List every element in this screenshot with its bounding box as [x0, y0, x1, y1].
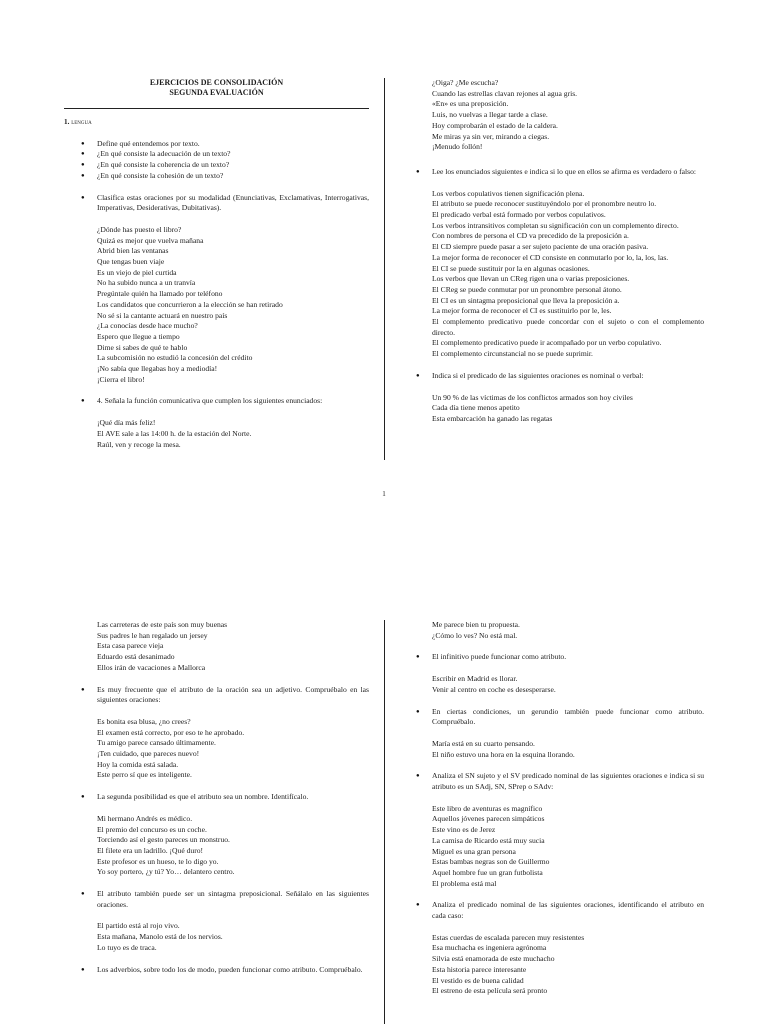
list-item: Los verbos que llevan un CReg rigen una o varias preposiciones.: [432, 274, 630, 284]
list-item: ¡Cierra el libro!: [97, 374, 145, 384]
list-item: El AVE sale a las 14:00 h. de la estación del Norte.: [97, 428, 252, 438]
list-item: Me miras ya sin ver, mirando a ciegas.: [432, 131, 550, 141]
list-item: La subcomisión no estudió la concesión del crédito: [97, 353, 253, 363]
list-item: Esa muchacha es ingeniera agrónoma: [432, 943, 547, 953]
column-divider: [384, 620, 385, 1024]
list-item: «En» es una preposición.: [432, 99, 509, 109]
list-item: Eduardo está desanimado: [97, 652, 175, 662]
list-item: ● ¿En qué consiste la coherencia de un texto?: [81, 160, 369, 171]
list-item: ● ¿En qué consiste la cohesión de un texto?: [81, 171, 369, 182]
list-item: Venir al centro en coche es desesperarse.: [432, 684, 556, 694]
list-item: Raúl, ven y recoge la mesa.: [97, 439, 181, 449]
list-item: La mejor forma de reconocer el CI es sustituirlo por le, les.: [432, 306, 612, 316]
list-item: Estas cuerdas de escalada parecen muy resistentes: [432, 932, 585, 942]
list-item: Este perro sí que es inteligente.: [97, 770, 192, 780]
page1-left-column: [64, 0, 369, 450]
page2-left-column: [81, 620, 369, 975]
list-item: ¡Menudo follón!: [432, 142, 483, 152]
list-item: Es un viejo de piel curtida: [97, 267, 177, 277]
list-item: Las carreteras de este país son muy buenas: [97, 620, 228, 629]
list-item: Esta historia parece interesante: [432, 964, 527, 974]
q4-statement-list: [416, 189, 704, 360]
page2-right-column: [416, 620, 704, 997]
list-item: Es bonita esa blusa, ¿no crees?: [97, 716, 191, 726]
list-item: ¡Ten cuidado, que pareces nuevo!: [97, 749, 200, 759]
list-item: El complemento predicativo puede concordar con el sujeto o con el complemento directo.: [432, 317, 704, 337]
list-item: Estas bambas negras son de Guillermo: [432, 857, 550, 867]
b7-instruction: ● Analiza el SN sujeto y el SV predicado nominal de las siguientes oraciones e indica si su atributo es un SAdj, SN, SPrep o SAdv:: [416, 771, 704, 792]
q4-instruction: ● Lee los enunciados siguientes e indica si lo que en ellos se afirma es verdadero o falso:: [416, 167, 704, 178]
b3-instruction: ● El atributo también puede ser un sintagma preposicional. Señálalo en las siguientes oraciones.: [81, 889, 369, 910]
list-item: El complemento predicativo puede ir acompañado por un verbo copulativo.: [432, 338, 662, 348]
list-item: Los verbos copulativos tienen significación plena.: [432, 188, 585, 198]
section-name: lengua: [71, 118, 92, 126]
list-item: Mi hermano Andrés es médico.: [97, 813, 193, 823]
title-line-2: SEGUNDA EVALUACIÓN: [169, 88, 264, 97]
list-item: El CReg se puede conmutar por un pronombre personal átono.: [432, 284, 622, 294]
list-item: Un 90 % de las víctimas de los conflictos armados son hoy civiles: [432, 392, 633, 402]
list-item: Esta mañana, Manolo está de los nervios.: [97, 932, 223, 942]
b4-instruction: ● Los adverbios, sobre todo los de modo, pueden funcionar como atributo. Compruébalo.: [81, 965, 369, 976]
list-item: El niño estuvo una hora en la esquina llorando.: [432, 749, 575, 759]
list-item: Este profesor es un hueso, te lo digo yo.: [97, 856, 219, 866]
q1-bullet-list: [81, 139, 369, 182]
b6-instruction: ● En ciertas condiciones, un gerundio también puede funcionar como atributo. Compruébalo.: [416, 707, 704, 728]
list-item: El partido está al rojo vivo.: [97, 921, 180, 931]
list-item: Me parece bien tu propuesta.: [432, 620, 520, 629]
section-heading: [64, 117, 369, 128]
q3-instruction: ● 4. Señala la función comunicativa que cumplen los siguientes enunciados:: [81, 396, 369, 407]
list-item: El problema está mal: [432, 878, 497, 888]
list-item: Luis, no vuelvas a llegar tarde a clase.: [432, 110, 548, 120]
list-item: El premio del concurso es un coche.: [97, 824, 207, 834]
b8-instruction: ● Analiza el predicado nominal de las siguientes oraciones, identificando el atributo en cada caso:: [416, 900, 704, 921]
section-number: 1.: [64, 118, 70, 126]
list-item: ¡Qué día más feliz!: [97, 418, 156, 428]
continued-sentence-list: [416, 620, 704, 641]
list-item: Yo soy portero, ¿y tú? Yo… delantero centro.: [97, 867, 235, 877]
list-item: Sus padres le han regalado un jersey: [97, 630, 208, 640]
q5-sentence-list: [416, 393, 704, 425]
list-item: Dime si sabes de qué te hablo: [97, 342, 188, 352]
list-item: Este libro de aventuras es magnífico: [432, 803, 543, 813]
list-item: Los candidatos que concurrieron a la elección se han retirado: [97, 299, 283, 309]
list-item: ¿Oiga? ¿Me escucha?: [432, 78, 499, 87]
list-item: Este vino es de Jerez: [432, 825, 496, 835]
document-page-1: [0, 0, 768, 500]
b2-instruction: ● La segunda posibilidad es que el atributo sea un nombre. Identifícalo.: [81, 792, 369, 803]
q5-instruction: ● Indica si el predicado de las siguientes oraciones es nominal o verbal:: [416, 371, 704, 382]
continued-sentence-list: [81, 620, 369, 674]
title-line-1: EJERCICIOS DE CONSOLIDACIÓN: [149, 78, 284, 87]
q2-instruction: ● Clasifica estas oraciones por su modalidad (Enunciativas, Exclamativas, Interrogativas, Imperativas, Desiderativas, Dubitativas).: [81, 193, 369, 214]
list-item: Silvia está enamorada de este muchacho: [432, 954, 555, 964]
list-item: ¿La conocías desde hace mucho?: [97, 321, 198, 331]
b3-sentence-list: [81, 921, 369, 953]
list-item: El estreno de esta película será pronto: [432, 986, 548, 996]
list-item: El predicado verbal está formado por verbos copulativos.: [432, 210, 606, 220]
list-item: María está en su cuarto pensando.: [432, 738, 535, 748]
list-item: Torciendo así el gesto pareces un monstruo.: [97, 835, 230, 845]
list-item: Aquel hombre fue un gran futbolista: [432, 867, 543, 877]
list-item: Cada día tiene menos apetito: [432, 403, 520, 413]
list-item: El atributo se puede reconocer sustituyéndolo por el pronombre neutro lo.: [432, 199, 657, 209]
list-item: El filete era un ladrillo. ¡Qué duro!: [97, 845, 204, 855]
title-rule: [64, 108, 369, 109]
list-item: ● ¿En qué consiste la adecuación de un texto?: [81, 149, 369, 160]
q3-sentence-list: [81, 418, 369, 450]
list-item: Ellos irán de vacaciones a Mallorca: [97, 662, 206, 672]
b1-sentence-list: [81, 717, 369, 781]
column-divider: [384, 78, 385, 460]
list-item: Hoy comprobarán el estado de la caldera.: [432, 120, 558, 130]
list-item: La camisa de Ricardo está muy sucia: [432, 835, 545, 845]
list-item: Espero que llegue a tiempo: [97, 331, 180, 341]
list-item: Lo tuyo es de traca.: [97, 942, 157, 952]
list-item: ¿Dónde has puesto el libro?: [97, 224, 182, 234]
list-item: No ha subido nunca a un tranvía: [97, 278, 196, 288]
list-item: Tu amigo parece cansado últimamente.: [97, 738, 216, 748]
list-item: Esta casa parece vieja: [97, 641, 164, 651]
list-item: Que tengas buen viaje: [97, 257, 165, 267]
b8-sentence-list: [416, 933, 704, 997]
list-item: Con nombres de persona el CD va precedido de la preposición a.: [432, 231, 629, 241]
list-item: Quizá es mejor que vuelva mañana: [97, 235, 204, 245]
list-item: Pregúntale quién ha llamado por teléfono: [97, 289, 223, 299]
page1-right-column: [416, 78, 704, 425]
list-item: El examen está correcto, por eso te he aprobado.: [97, 727, 245, 737]
b1-instruction: ● Es muy frecuente que el atributo de la oración sea un adjetivo. Compruébalo en las siguientes oraciones:: [81, 685, 369, 706]
list-item: La mejor forma de reconocer el CD consiste en conmutarlo por lo, la, los, las.: [432, 252, 669, 262]
list-item: El CI es un sintagma preposicional que lleva la preposición a.: [432, 295, 620, 305]
list-item: ¿Cómo lo ves? No está mal.: [432, 630, 518, 640]
list-item: El complemento circunstancial no se puede suprimir.: [432, 349, 593, 359]
document-page-2: [0, 580, 768, 1024]
list-item: Cuando las estrellas clavan rejones al agua gris.: [432, 88, 578, 98]
list-item: Los verbos intransitivos completan su significación con un complemento directo.: [432, 220, 679, 230]
list-item: Esta embarcación ha ganado las regatas: [432, 413, 553, 423]
b6-sentence-list: [416, 739, 704, 760]
list-item: Escribir en Madrid es llorar.: [432, 674, 518, 684]
q2-sentence-list: [81, 225, 369, 386]
b5-sentence-list: [416, 674, 704, 695]
page-number: 1: [382, 490, 386, 498]
exercise-list: [64, 139, 369, 451]
continued-sentence-list: [416, 78, 704, 153]
list-item: Hoy la comida está salada.: [97, 759, 179, 769]
list-item: Abrid bien las ventanas: [97, 246, 169, 256]
list-item: El CD siempre puede pasar a ser sujeto paciente de una oración pasiva.: [432, 242, 649, 252]
list-item: Aquellos jóvenes parecen simpáticos: [432, 814, 545, 824]
list-item: Miguel es una gran persona: [432, 846, 516, 856]
b2-sentence-list: [81, 814, 369, 878]
list-item: ● Define qué entendemos por texto.: [81, 139, 369, 150]
document-title: [64, 78, 369, 98]
list-item: El CI se puede sustituir por la en algunas ocasiones.: [432, 263, 590, 273]
b7-sentence-list: [416, 804, 704, 890]
list-item: El vestido es de buena calidad: [432, 975, 524, 985]
list-item: No sé si la cantante actuará en nuestro país: [97, 310, 228, 320]
b5-instruction: ● El infinitivo puede funcionar como atributo.: [416, 652, 704, 663]
list-item: ¡No sabía que llegabas hoy a mediodía!: [97, 364, 218, 374]
